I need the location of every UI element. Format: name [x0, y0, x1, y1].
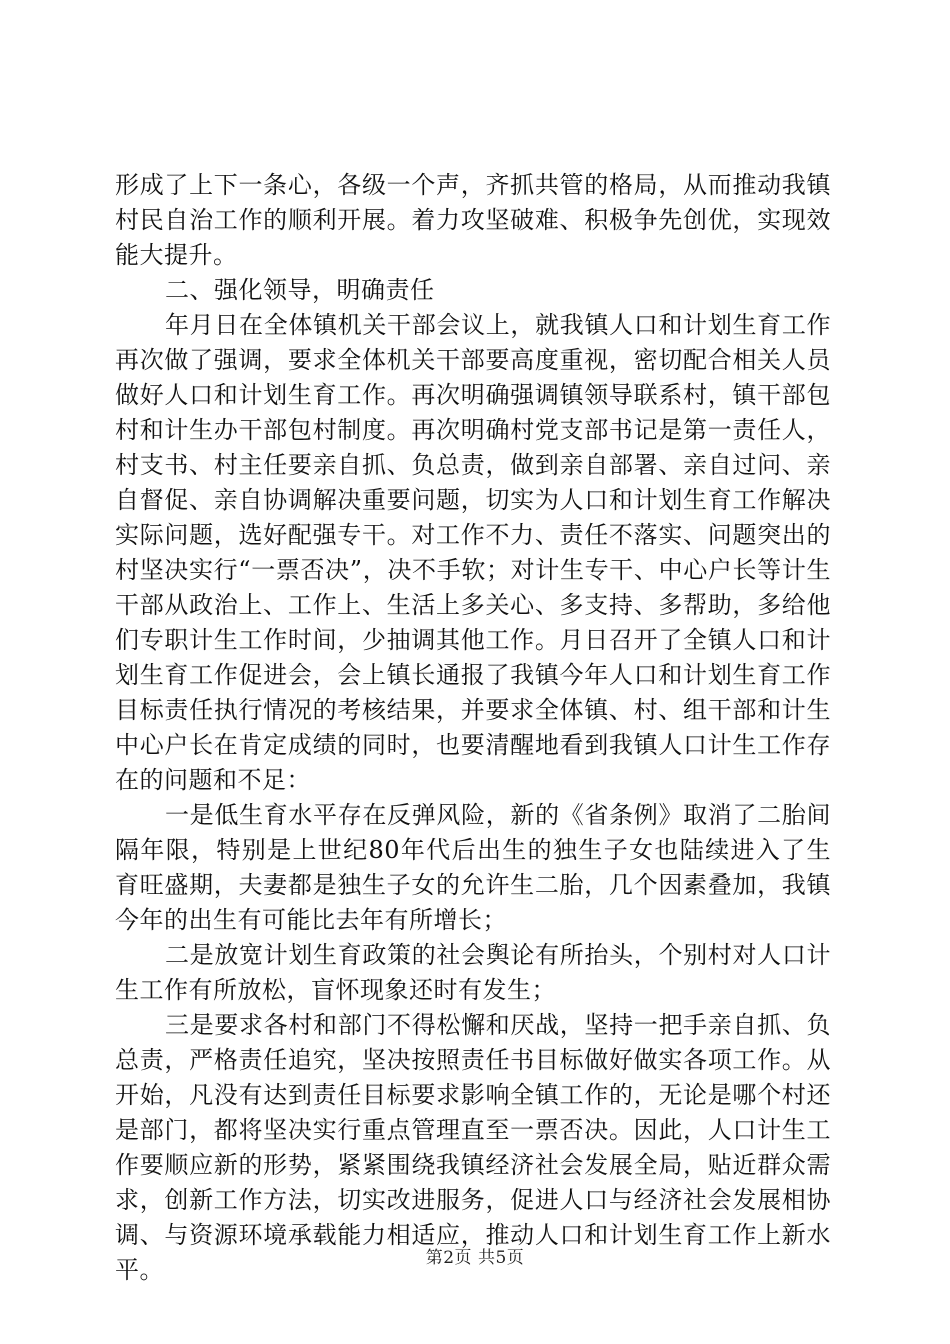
paragraph-continuation: 形成了上下一条心，各级一个声，齐抓共管的格局，从而推动我镇村民自治工作的顺利开展。着力攻坚破难、积极争先创优，实现效能大提升。 — [115, 171, 831, 269]
page-number: 第2页 共5页 — [425, 1248, 525, 1268]
page-footer — [0, 1247, 950, 1269]
paragraph-point-two: 二是放宽计划生育政策的社会舆论有所抬头，个别村对人口计生工作有所放松，盲怀现象还时有发生； — [115, 941, 831, 1004]
document-body — [115, 168, 831, 1288]
paragraph-point-three: 三是要求各村和部门不得松懈和厌战，坚持一把手亲自抓、负总责，严格责任追究，坚决按照责任书目标做好做实各项工作。从开始，凡没有达到责任目标要求影响全镇工作的，无论是哪个村还是部门，都将坚决实行重点管理直至一票否决。因此，人口计生工作要顺应新的形势，紧紧围绕我镇经济社会发展全局，贴近群众需求，创新工作方法，切实改进服务，促进人口与经济社会发展相协调、与资源环境承载能力相适应，推动人口和计划生育工作上新水平。 — [115, 1011, 831, 1284]
section-heading: 二、强化领导，明确责任 — [165, 276, 435, 304]
paragraph-point-one: 一是低生育水平存在反弹风险，新的《省条例》取消了二胎间隔年限，特别是上世纪80年代后出生的独生子女也陆续进入了生育旺盛期，夫妻都是独生子女的允许生二胎，几个因素叠加，我镇今年的出生有可能比去年有所增长； — [115, 801, 831, 934]
paragraph-meeting: 年月日在全体镇机关干部会议上，就我镇人口和计划生育工作再次做了强调，要求全体机关干部要高度重视，密切配合相关人员做好人口和计划生育工作。再次明确强调镇领导联系村，镇干部包村和计生办干部包村制度。再次明确村党支部书记是第一责任人，村支书、村主任要亲自抓、负总责，做到亲自部署、亲自过问、亲自督促、亲自协调解决重要问题，切实为人口和计划生育工作解决实际问题，选好配强专干。对工作不力、责任不落实、问题突出的村坚决实行“一票否决”，决不手软；对计生专干、中心户长等计生干部从政治上、工作上、生活上多关心、多支持、多帮助，多给他们专职计生工作时间，少抽调其他工作。月日召开了全镇人口和计划生育工作促进会，会上镇长通报了我镇今年人口和计划生育工作目标责任执行情况的考核结果，并要求全体镇、村、组干部和计生中心户长在肯定成绩的同时，也要清醒地看到我镇人口计生工作存在的问题和不足： — [115, 311, 831, 794]
